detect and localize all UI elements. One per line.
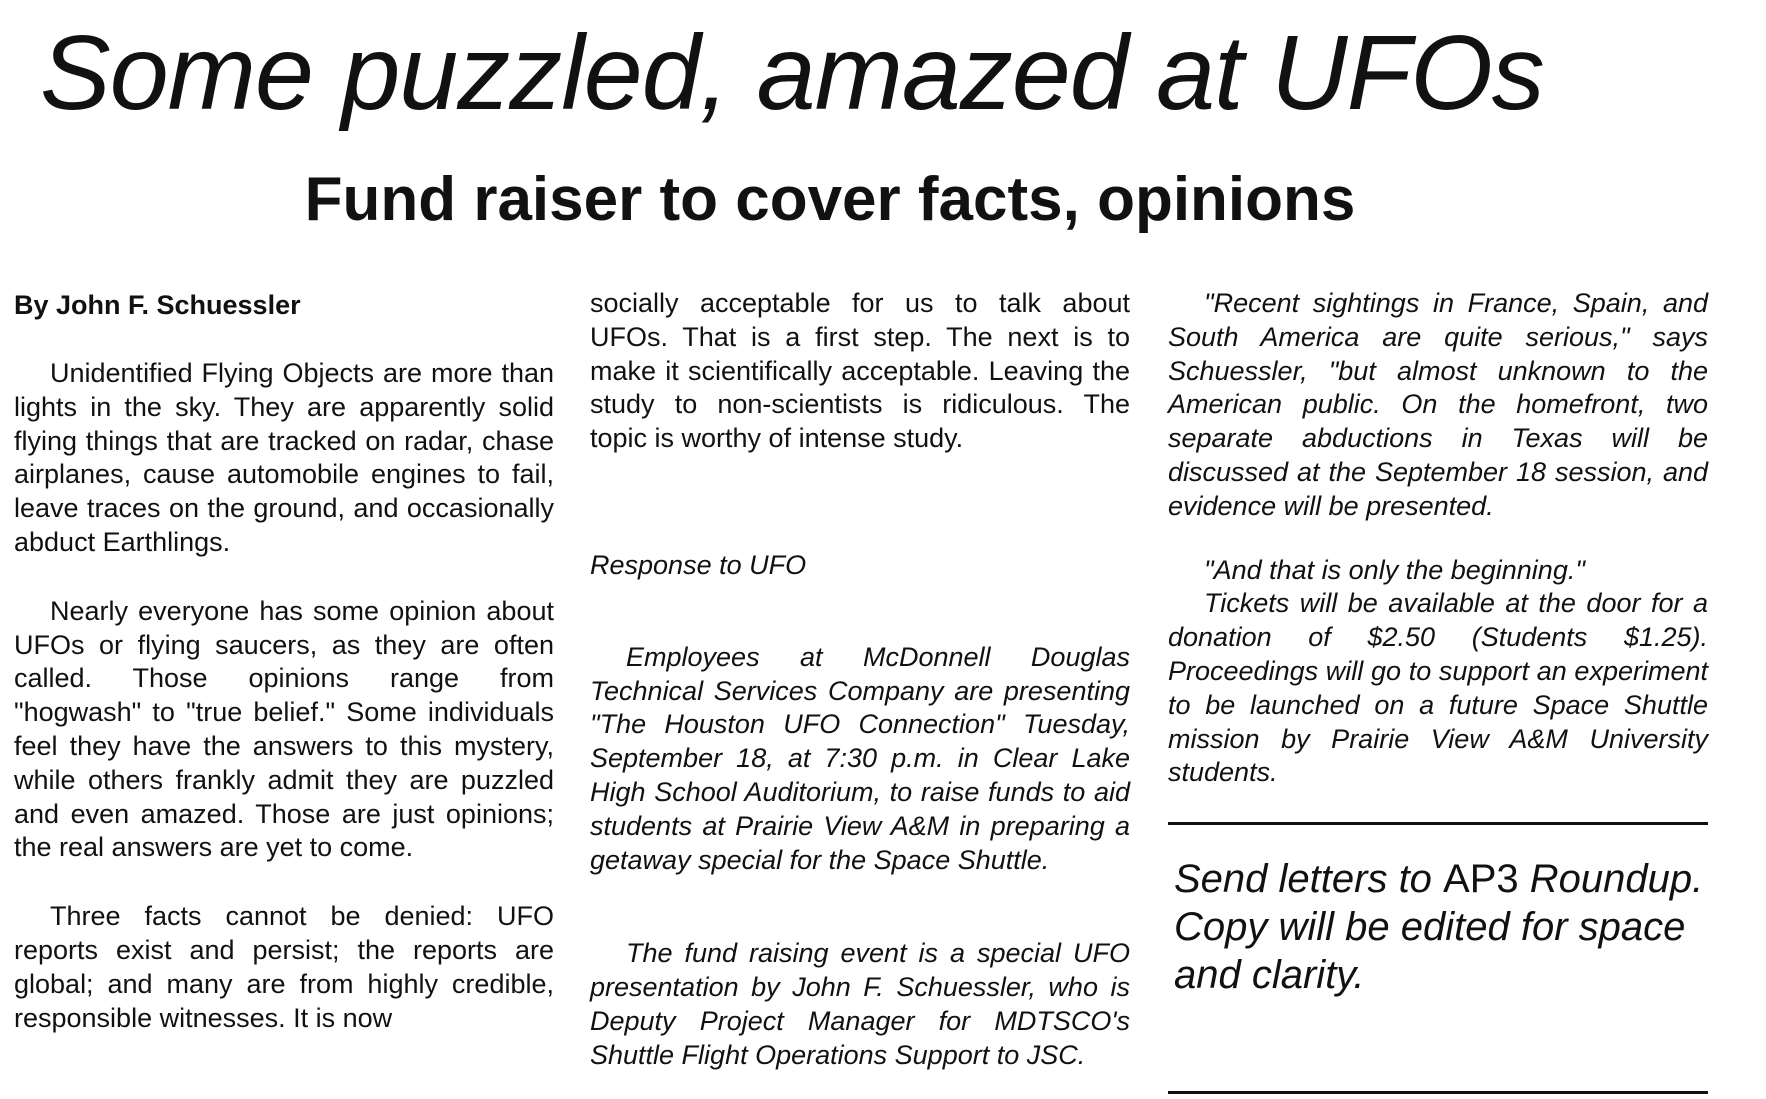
byline: By John F. Schuessler [14,290,301,320]
paragraph: Three facts cannot be denied: UFO reports exist and persist; the reports are global; and many are from highly credible, responsible witnesses. It is now [14,901,554,1033]
column-2 [590,287,1130,1073]
section-heading: Response to UFO [590,549,807,580]
letters-notice-text: Roundup. Copy will be edited for space and clarity. [1174,857,1704,998]
paragraph: "And that is only the beginning." [1204,554,1585,585]
paragraph: The fund raising event is a special UFO presentation by John F. Schuessler, who is Deputy Project Manager for MDTSCO's Shuttle Flight Operations Support to JSC. [590,938,1130,1070]
column-3 [1168,287,1708,999]
letters-notice-org: AP3 [1443,857,1519,902]
column-1 [14,288,554,1035]
paragraph: Tickets will be available at the door for a donation of $2.50 (Students $1.25). Proceedings will go to support an experiment to be launched on a future Space Shuttle mission by Prairie View A&M University students. [1168,588,1708,788]
paragraph: Nearly everyone has some opinion about UFOs or flying saucers, as they are often called. Those opinions range from "hogwash" to "true belief." Some individuals feel they have the answers to this mystery, while others frankly admit they are puzzled and even amazed. Those are just opinions; the real answers are yet to come. [14,595,554,863]
headline: Some puzzled, amazed at UFOs [40,14,1544,132]
paragraph: "Recent sightings in France, Spain, and South America are quite serious," says Schuessler, "but almost unknown to the American public. On the homefront, two separate abductions in Texas will be discussed at the September 18 session, and evidence will be presented. [1168,288,1708,521]
letters-notice [1174,855,1708,999]
paragraph: Employees at McDonnell Douglas Technical Services Company are presenting "The Houston UFO Connection" Tuesday, September 18, at 7:30 p.m. in Clear Lake High School Auditorium, to raise funds to aid students at Prairie View A&M in preparing a getaway special for the Space Shuttle. [590,641,1130,875]
divider [1168,1091,1708,1094]
subheadline: Fund raiser to cover facts, opinions [304,165,1356,234]
letters-notice-text: Send letters to [1174,857,1444,902]
divider [1168,822,1708,825]
paragraph: Unidentified Flying Objects are more than lights in the sky. They are apparently solid flying things that are tracked on radar, chase airplanes, cause automobile engines to fail, leave traces on the ground, and occasionally abduct Earthlings. [14,358,554,557]
paragraph-continued: socially acceptable for us to talk about UFOs. That is a first step. The next is to make it scientifically acceptable. Leaving the study to non-scientists is ridiculous. The topic is worthy of intense study. [590,288,1130,454]
